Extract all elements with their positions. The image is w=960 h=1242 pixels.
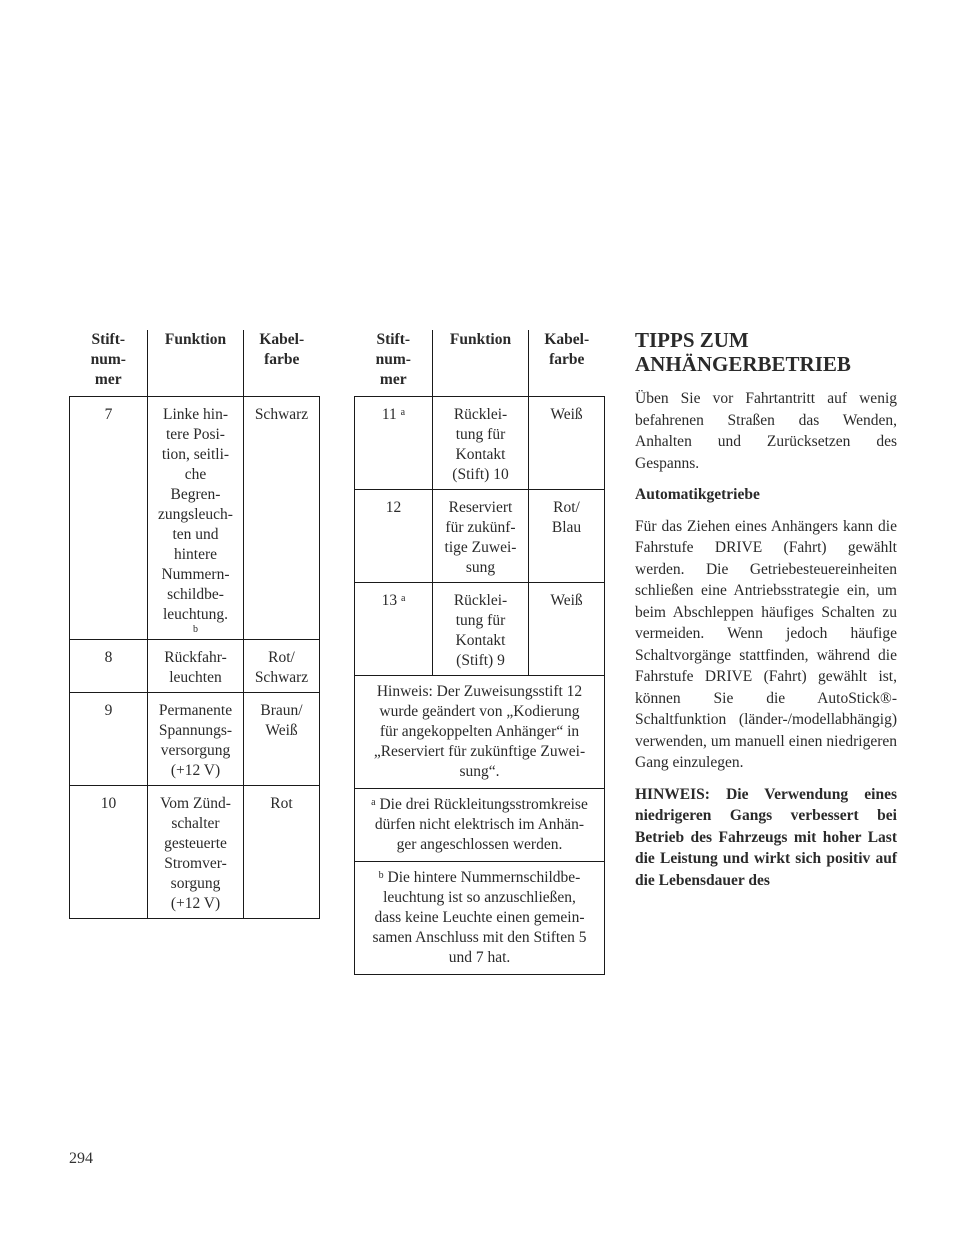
footnote-text: Die hintere Nummernschildbe- leuchtung ist so anzuschließen, dass keine Leuchte einen gemein- samen Anschluss mit den Stiften 5 und 7 hat.	[372, 869, 587, 966]
cable-color: Rot/ Blau	[529, 490, 605, 583]
pin-table-right	[354, 330, 605, 975]
footnote-a	[355, 789, 605, 862]
pin-function: Rückfahr- leuchten	[148, 640, 244, 693]
cable-color: Weiß	[529, 397, 605, 490]
footnote-marker: a	[400, 593, 406, 604]
pin-table-left	[69, 330, 320, 919]
table-row	[70, 786, 320, 919]
footnote-marker: b	[193, 624, 198, 635]
assignment-note: Hinweis: Der Zuweisungsstift 12 wurde geändert von „Kodierung für angekoppelten Anhänger“ in „Reserviert für zukünftige Zuwei- sung“.	[355, 676, 605, 789]
header-cable-color: Kabel- farbe	[244, 330, 320, 397]
pin-function: Permanente Spannungs- versorgung (+12 V)	[148, 693, 244, 786]
footnote-text: Die drei Rückleitungsstromkreise dürfen nicht elektrisch im Anhän- ger angeschlossen werden.	[374, 796, 588, 853]
pin-number: 10	[70, 786, 148, 919]
hint-paragraph: HINWEIS: Die Verwendung eines niedrigeren Gangs verbessert bei Betrieb des Fahrzeugs mit hoher Last die Leistung und wirkt sich positiv auf die Lebensdauer des	[635, 785, 897, 889]
pin-function: Vom Zünd- schalter gesteuerte Stromver- sorgung (+12 V)	[148, 786, 244, 919]
pin-function: Rücklei- tung für Kontakt (Stift) 10	[433, 397, 529, 490]
footnote-marker: b	[378, 870, 384, 881]
cable-color: Weiß	[529, 583, 605, 676]
cable-color: Rot	[244, 786, 320, 919]
table-row	[355, 490, 605, 583]
header-pin-number: Stift- num- mer	[70, 330, 148, 397]
intro-paragraph: Üben Sie vor Fahrtantritt auf wenig befahrenen Straßen das Wenden, Anhalten und Zurücksetzen des Gespanns.	[635, 390, 897, 472]
header-function: Funktion	[433, 330, 529, 397]
section-title: TIPPS ZUM ANHÄNGERBETRIEB	[635, 328, 851, 376]
header-cable-color: Kabel- farbe	[529, 330, 605, 397]
pin-number	[355, 583, 433, 676]
pin-number: 7	[70, 397, 148, 640]
cable-color: Rot/ Schwarz	[244, 640, 320, 693]
cable-color: Schwarz	[244, 397, 320, 640]
body-paragraph: Für das Ziehen eines Anhängers kann die Fahrstufe DRIVE (Fahrt) gewählt werden. Die Getriebesteuereinheiten schließen eine Antriebsstrategie ein, um beim Abschleppen häufiges Schalten zu vermeiden. Wenn jedoch häufige Schaltvorgänge stattfinden, während die Fahrstufe DRIVE (Fahrt) gewählt ist, können Sie die AutoStick®-Schaltfunktion (länder-/modellabhängig) verwenden, um manuell einen niedrigeren Gang einzulegen.	[635, 517, 897, 771]
pin-function	[148, 397, 244, 640]
header-pin-number: Stift- num- mer	[355, 330, 433, 397]
pin-number	[355, 397, 433, 490]
table-row	[355, 397, 605, 490]
function-text: Linke hin- tere Posi- tion, seitli- che Begren- zungsleuch- ten und hintere Nummern- schildbe- leuchtung.	[158, 406, 233, 623]
trailer-tips-section	[635, 328, 897, 901]
footnote-b	[355, 862, 605, 975]
pin-number: 12	[355, 490, 433, 583]
pin-number: 8	[70, 640, 148, 693]
footnote-marker: a	[371, 797, 376, 808]
pin-function: Rücklei- tung für Kontakt (Stift) 9	[433, 583, 529, 676]
table-note-row	[355, 862, 605, 975]
table-note-row	[355, 676, 605, 789]
table-row	[355, 583, 605, 676]
pin-function: Reserviert für zukünf- tige Zuwei- sung	[433, 490, 529, 583]
header-function: Funktion	[148, 330, 244, 397]
cable-color: Braun/ Weiß	[244, 693, 320, 786]
pin-number-text: 11	[381, 406, 397, 423]
table-row	[70, 693, 320, 786]
footnote-marker: a	[400, 407, 406, 418]
table-note-row	[355, 789, 605, 862]
table-row	[70, 640, 320, 693]
page-number: 294	[69, 1150, 93, 1167]
pin-number: 9	[70, 693, 148, 786]
pin-number-text: 13	[381, 592, 398, 609]
table-row	[70, 397, 320, 640]
subheading: Automatikgetriebe	[635, 486, 760, 503]
